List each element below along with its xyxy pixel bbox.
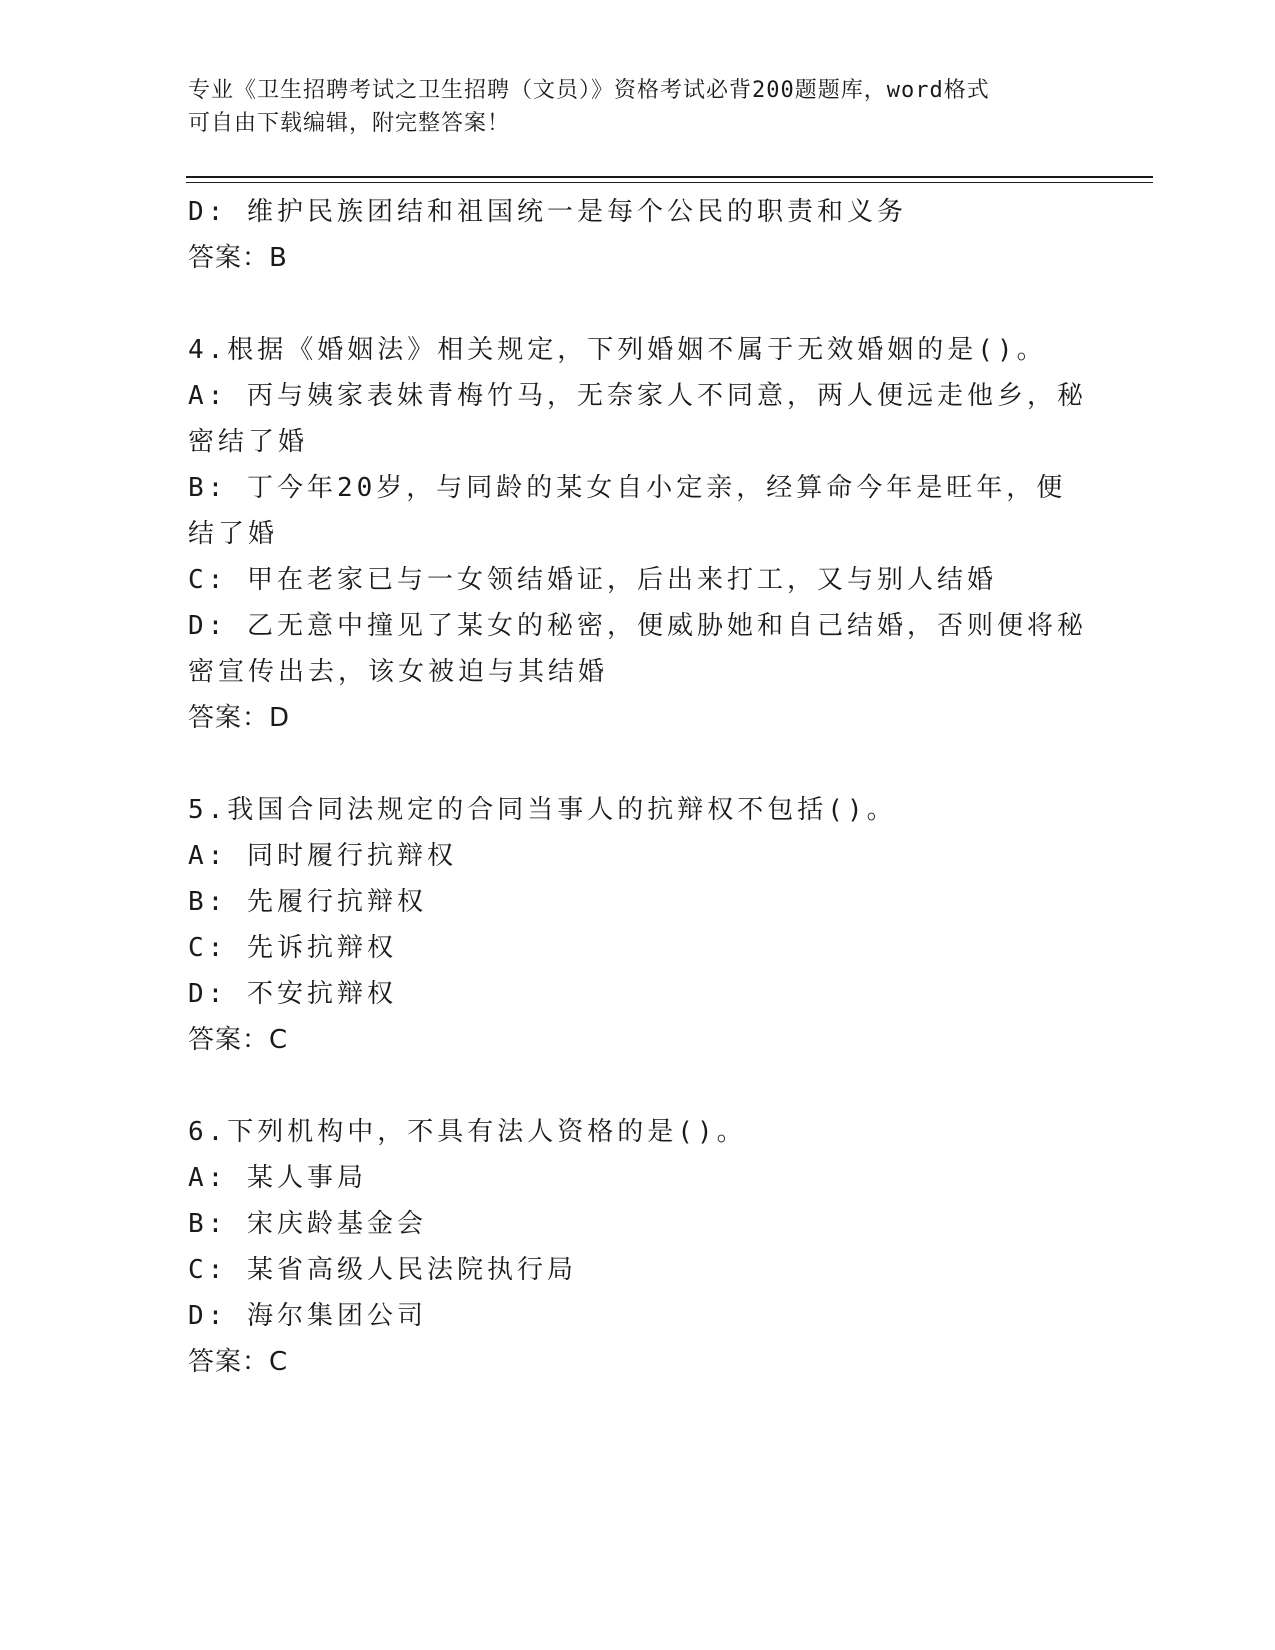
question-stem: 5.我国合同法规定的合同当事人的抗辩权不包括()。: [188, 795, 897, 825]
option-d: D: 海尔集团公司: [188, 1301, 427, 1331]
question-5: [188, 787, 1088, 1063]
option-b: B: 宋庆龄基金会: [188, 1209, 427, 1239]
option-a: A: 同时履行抗辩权: [188, 841, 457, 871]
page-header: [188, 74, 1068, 140]
question-3-answer: 答案：B: [188, 243, 288, 273]
option-b: B: 丁今年20岁，与同龄的某女自小定亲，经算命今年是旺年，便结了婚: [188, 473, 1067, 549]
option-d: D: 乙无意中撞见了某女的秘密，便威胁她和自己结婚，否则便将秘密宣传出去，该女被迫与其结婚: [188, 611, 1087, 687]
question-6: [188, 1109, 1088, 1385]
header-title-line-1: 专业《卫生招聘考试之卫生招聘（文员）》资格考试必背200题题库，word格式: [188, 78, 990, 103]
answer-line: 答案：C: [188, 1025, 289, 1055]
question-3-option-d: D: 维护民族团结和祖国统一是每个公民的职责和义务: [188, 197, 907, 227]
header-divider-thin: [186, 182, 1153, 183]
option-c: C: 甲在老家已与一女领结婚证，后出来打工，又与别人结婚: [188, 565, 997, 595]
carryover-question: [188, 189, 1088, 281]
document-body: [188, 189, 1088, 1385]
option-a: A: 某人事局: [188, 1163, 367, 1193]
answer-line: 答案：C: [188, 1347, 289, 1377]
header-divider-thick: [186, 176, 1153, 178]
header-title-line-2: 可自由下载编辑，附完整答案！: [188, 111, 511, 136]
answer-line: 答案：D: [188, 703, 291, 733]
option-d: D: 不安抗辩权: [188, 979, 397, 1009]
question-stem: 6.下列机构中，不具有法人资格的是()。: [188, 1117, 747, 1147]
question-4: [188, 327, 1088, 741]
option-c: C: 某省高级人民法院执行局: [188, 1255, 577, 1285]
option-c: C: 先诉抗辩权: [188, 933, 397, 963]
option-a: A: 丙与姨家表妹青梅竹马，无奈家人不同意，两人便远走他乡，秘密结了婚: [188, 381, 1087, 457]
question-stem: 4.根据《婚姻法》相关规定，下列婚姻不属于无效婚姻的是()。: [188, 335, 1047, 365]
option-b: B: 先履行抗辩权: [188, 887, 427, 917]
